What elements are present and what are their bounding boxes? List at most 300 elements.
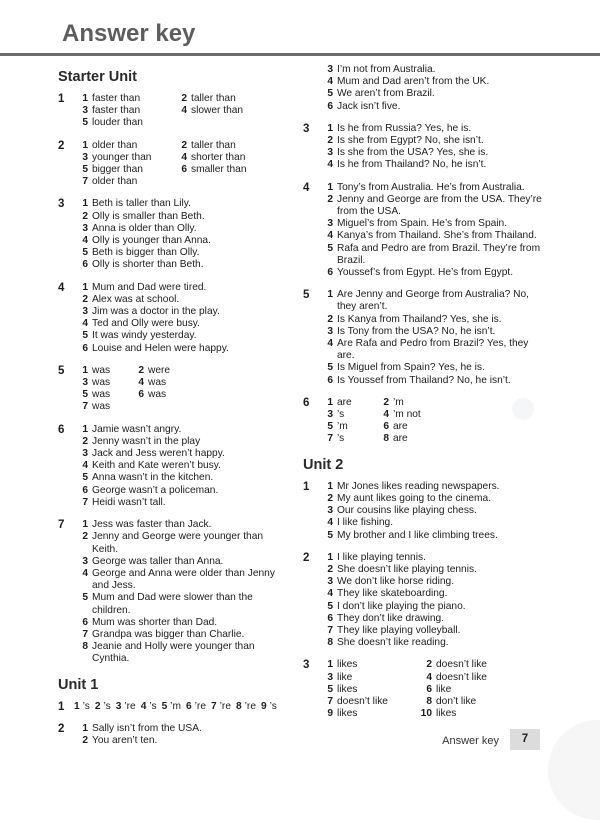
answer-item bbox=[319, 88, 543, 100]
answer-number: 4 bbox=[426, 671, 432, 683]
answer-number: 4 bbox=[82, 460, 88, 472]
answer-text: Olly is younger than Anna. bbox=[92, 235, 211, 247]
answer-item bbox=[319, 218, 543, 230]
answer-number: 6 bbox=[82, 484, 88, 496]
answer-number: 3 bbox=[82, 151, 88, 163]
exercise bbox=[303, 552, 543, 650]
answer-text: My brother and I like climbing trees. bbox=[337, 529, 498, 541]
answer-item bbox=[319, 230, 543, 242]
answer-number: 3 bbox=[82, 105, 88, 117]
answer-item bbox=[319, 101, 543, 113]
answer-text: ’m bbox=[393, 396, 404, 408]
answer-number: 5 bbox=[327, 421, 333, 433]
answer-text: Mr Jones likes reading newspapers. bbox=[337, 480, 500, 492]
answer-number: 4 bbox=[327, 517, 333, 529]
answer-text: Heidi wasn’t tall. bbox=[92, 496, 166, 508]
exercise bbox=[303, 289, 543, 387]
answer-item bbox=[319, 708, 412, 720]
answer-item bbox=[95, 701, 111, 713]
answer-number: 4 bbox=[82, 235, 88, 247]
exercise bbox=[303, 397, 543, 446]
answer-item bbox=[130, 365, 190, 377]
answer-number: 3 bbox=[327, 671, 333, 683]
answer-item bbox=[162, 701, 181, 713]
answer-text: likes bbox=[337, 659, 358, 671]
answer-number: 4 bbox=[327, 76, 333, 88]
answer-number: 7 bbox=[211, 700, 217, 712]
answer-number: 1 bbox=[82, 364, 88, 376]
answer-text: ’s bbox=[82, 700, 90, 712]
answer-grid bbox=[74, 93, 290, 130]
answer-number: 6 bbox=[186, 700, 192, 712]
answer-number: 8 bbox=[383, 433, 389, 445]
answer-text: ’s bbox=[269, 700, 277, 712]
answer-number: 2 bbox=[82, 435, 88, 447]
answer-text: It was windy yesterday. bbox=[92, 330, 197, 342]
answer-item bbox=[74, 164, 167, 176]
answer-text: doesn’t like bbox=[436, 671, 487, 683]
answer-number: 5 bbox=[327, 600, 333, 612]
answer-item bbox=[173, 152, 273, 164]
answer-number: 1 bbox=[82, 281, 88, 293]
answer-number: 4 bbox=[181, 105, 187, 117]
answer-number: 1 bbox=[327, 659, 333, 671]
answer-item bbox=[74, 247, 290, 259]
answer-item bbox=[319, 517, 543, 529]
answer-number: 7 bbox=[82, 628, 88, 640]
answer-number: 1 bbox=[74, 700, 80, 712]
answer-item bbox=[74, 365, 124, 377]
answer-item bbox=[74, 735, 290, 747]
answer-number: 1 bbox=[327, 551, 333, 563]
answer-text: Is Tony from the USA? No, he isn’t. bbox=[337, 325, 496, 337]
answer-item bbox=[319, 76, 543, 88]
exercise bbox=[303, 182, 543, 280]
exercise bbox=[58, 701, 290, 713]
answer-number: 1 bbox=[82, 198, 88, 210]
answer-text: George wasn’t a policeman. bbox=[92, 484, 219, 496]
answer-text: George was taller than Anna. bbox=[92, 555, 224, 567]
answer-number: 4 bbox=[327, 588, 333, 600]
answer-list bbox=[319, 289, 543, 387]
answer-item bbox=[319, 530, 543, 542]
answer-number: 6 bbox=[426, 683, 432, 695]
answer-item bbox=[74, 259, 290, 271]
answer-text: Youssef’s from Egypt. He’s from Egypt. bbox=[337, 267, 514, 279]
answer-text: are bbox=[393, 433, 408, 445]
answer-number: 2 bbox=[181, 139, 187, 151]
answer-item bbox=[418, 696, 518, 708]
exercise bbox=[58, 198, 290, 271]
answer-number: 6 bbox=[82, 259, 88, 271]
answer-item bbox=[74, 152, 167, 164]
answer-item bbox=[173, 164, 273, 176]
answer-number: 7 bbox=[327, 433, 333, 445]
answer-item bbox=[319, 505, 543, 517]
answer-number: 2 bbox=[138, 364, 144, 376]
answer-item bbox=[74, 140, 167, 152]
answer-number: 3 bbox=[82, 377, 88, 389]
answer-number: 5 bbox=[327, 88, 333, 100]
answer-item bbox=[319, 289, 543, 313]
answer-item bbox=[74, 723, 290, 735]
answer-text: Alex was at school. bbox=[92, 293, 180, 305]
answer-list bbox=[74, 282, 290, 355]
answer-item bbox=[130, 377, 190, 389]
answer-number: 5 bbox=[82, 389, 88, 401]
answer-number: 9 bbox=[261, 700, 267, 712]
corner-decoration bbox=[548, 720, 600, 820]
answer-item bbox=[319, 326, 543, 338]
answer-text: Is she from the USA? Yes, she is. bbox=[337, 147, 489, 159]
answer-number: 3 bbox=[327, 409, 333, 421]
answer-text: Is he from Thailand? No, he isn’t. bbox=[337, 159, 487, 171]
answer-item bbox=[173, 105, 273, 117]
answer-number: 4 bbox=[181, 151, 187, 163]
answer-number: 3 bbox=[82, 555, 88, 567]
answer-number: 2 bbox=[82, 531, 88, 543]
answer-text: doesn’t like bbox=[436, 659, 487, 671]
answer-number: 3 bbox=[327, 576, 333, 588]
answer-text: Mum and Dad were slower than the children. bbox=[92, 592, 253, 616]
answer-item bbox=[74, 531, 290, 555]
answer-text: Jim was a doctor in the play. bbox=[92, 306, 220, 318]
answer-text: Jeanie and Holly were younger than Cynthia. bbox=[92, 641, 255, 665]
answer-number: 1 bbox=[327, 289, 333, 301]
answer-text: Jenny and George are from the USA. They’re from the USA. bbox=[337, 193, 542, 218]
answer-text: We don’t like horse riding. bbox=[337, 576, 455, 588]
answer-list bbox=[74, 723, 290, 747]
answer-item bbox=[74, 105, 167, 117]
answer-text: They like playing volleyball. bbox=[337, 624, 461, 636]
answer-text: Is he from Russia? Yes, he is. bbox=[337, 122, 472, 134]
answer-text: Mum and Dad aren’t from the UK. bbox=[337, 76, 490, 88]
answer-item bbox=[319, 564, 543, 576]
answer-item bbox=[319, 194, 543, 218]
answer-number: 1 bbox=[82, 519, 88, 531]
answer-number: 5 bbox=[82, 164, 88, 176]
answer-text: Our cousins like playing chess. bbox=[337, 505, 477, 517]
answer-number: 5 bbox=[82, 117, 88, 129]
answer-item bbox=[74, 389, 124, 401]
answer-number: 7 bbox=[327, 624, 333, 636]
answer-item bbox=[319, 552, 543, 564]
answer-number: 1 bbox=[82, 423, 88, 435]
answer-text: ’m bbox=[170, 700, 181, 712]
answer-text: ’m not bbox=[393, 409, 421, 421]
answer-number: 8 bbox=[82, 641, 88, 653]
exercise bbox=[303, 123, 543, 172]
answer-item bbox=[186, 701, 206, 713]
answer-item bbox=[74, 235, 290, 247]
answer-item bbox=[319, 433, 369, 445]
answer-item bbox=[74, 294, 290, 306]
unit-heading: Unit 2 bbox=[303, 456, 344, 473]
answer-number: 1 bbox=[327, 181, 333, 193]
answer-text: likes bbox=[436, 708, 457, 720]
exercise bbox=[303, 659, 543, 720]
answer-grid bbox=[74, 365, 290, 414]
answer-item bbox=[74, 401, 124, 413]
answer-number: 4 bbox=[383, 409, 389, 421]
answer-item bbox=[319, 338, 543, 362]
answer-item bbox=[319, 64, 543, 76]
answer-number: 3 bbox=[327, 505, 333, 517]
answer-list bbox=[319, 182, 543, 280]
answer-item bbox=[319, 659, 412, 671]
answer-text: Jess was faster than Jack. bbox=[92, 519, 212, 531]
answer-list bbox=[74, 198, 290, 271]
answer-item bbox=[74, 377, 124, 389]
answer-text: louder than bbox=[92, 117, 143, 129]
answer-item bbox=[319, 375, 543, 387]
answer-number: 6 bbox=[327, 374, 333, 386]
answer-number: 4 bbox=[138, 377, 144, 389]
answer-number: 4 bbox=[82, 567, 88, 579]
exercise-number: 2 bbox=[58, 722, 65, 735]
exercise-number: 4 bbox=[58, 281, 65, 294]
answer-text: shorter than bbox=[191, 151, 246, 163]
exercise-number: 4 bbox=[303, 181, 310, 194]
answer-item bbox=[74, 318, 290, 330]
answer-number: 3 bbox=[82, 306, 88, 318]
answer-text: They like skateboarding. bbox=[337, 588, 448, 600]
answer-text: like bbox=[436, 683, 452, 695]
answer-text: I like fishing. bbox=[337, 517, 394, 529]
answer-text: like bbox=[337, 671, 353, 683]
answer-number: 4 bbox=[82, 318, 88, 330]
answer-number: 2 bbox=[383, 396, 389, 408]
answer-item bbox=[319, 613, 543, 625]
answer-number: 10 bbox=[420, 708, 432, 720]
exercise bbox=[58, 424, 290, 509]
answer-item bbox=[74, 592, 290, 616]
answer-text: likes bbox=[337, 708, 358, 720]
answer-number: 6 bbox=[138, 389, 144, 401]
answer-item bbox=[319, 576, 543, 588]
answer-text: was bbox=[92, 364, 111, 376]
answer-number: 2 bbox=[327, 193, 333, 205]
answer-number: 5 bbox=[82, 247, 88, 259]
answer-item bbox=[74, 93, 167, 105]
exercise bbox=[58, 723, 290, 747]
answer-item bbox=[74, 641, 290, 665]
answer-number: 8 bbox=[426, 695, 432, 707]
answer-list bbox=[319, 64, 543, 113]
answer-text: Anna is older than Olly. bbox=[92, 222, 197, 234]
answer-number: 6 bbox=[327, 612, 333, 624]
answer-text: I’m not from Australia. bbox=[337, 64, 436, 75]
answer-number: 1 bbox=[327, 396, 333, 408]
unit-heading: Starter Unit bbox=[58, 69, 137, 85]
answer-text: ’s bbox=[149, 700, 157, 712]
answer-text: Olly is shorter than Beth. bbox=[92, 259, 204, 271]
answer-text: I like playing tennis. bbox=[337, 551, 426, 563]
answer-text: likes bbox=[337, 683, 358, 695]
answer-item bbox=[319, 421, 369, 433]
answer-text: Jamie wasn’t angry. bbox=[92, 423, 182, 435]
answer-text: faster than bbox=[92, 93, 141, 104]
answer-item bbox=[319, 397, 369, 409]
answer-text: ’m bbox=[337, 421, 348, 433]
answer-text: ’re bbox=[124, 700, 136, 712]
answer-item bbox=[74, 485, 290, 497]
answer-text: She doesn’t like playing tennis. bbox=[337, 563, 477, 575]
answer-item bbox=[74, 460, 290, 472]
answer-number: 2 bbox=[82, 293, 88, 305]
answer-item bbox=[319, 493, 543, 505]
answer-item bbox=[74, 472, 290, 484]
answer-text: Tony’s from Australia. He’s from Australia. bbox=[337, 181, 525, 193]
exercise-number: 3 bbox=[303, 659, 310, 672]
answer-text: We aren’t from Brazil. bbox=[337, 88, 435, 100]
answer-number: 5 bbox=[327, 242, 333, 254]
answer-text: Grandpa was bigger than Charlie. bbox=[92, 628, 245, 640]
answer-item bbox=[375, 409, 435, 421]
answer-number: 2 bbox=[181, 93, 187, 104]
answer-number: 6 bbox=[82, 342, 88, 354]
answer-number: 6 bbox=[383, 421, 389, 433]
exercise-number: 2 bbox=[303, 551, 310, 564]
exercise-number: 3 bbox=[58, 198, 65, 211]
answer-item bbox=[375, 433, 435, 445]
exercise-number: 7 bbox=[58, 519, 65, 532]
answer-text: ’s bbox=[337, 433, 345, 445]
answer-item bbox=[319, 314, 543, 326]
answer-number: 7 bbox=[327, 695, 333, 707]
answer-item bbox=[418, 684, 518, 696]
answer-text: She doesn’t like reading. bbox=[337, 637, 449, 649]
answer-text: Keith and Kate weren’t busy. bbox=[92, 460, 221, 472]
answer-number: 8 bbox=[236, 700, 242, 712]
answer-text: My aunt likes going to the cinema. bbox=[337, 492, 492, 504]
answer-item bbox=[319, 243, 543, 267]
answer-item bbox=[319, 409, 369, 421]
answer-item bbox=[74, 497, 290, 509]
exercise-number: 1 bbox=[58, 700, 65, 713]
answer-number: 5 bbox=[82, 592, 88, 604]
answer-item bbox=[173, 93, 273, 105]
unit-heading: Unit 1 bbox=[58, 676, 99, 693]
exercise bbox=[58, 519, 290, 665]
answer-number: 7 bbox=[82, 496, 88, 508]
page-title: Answer key bbox=[62, 20, 196, 47]
answer-number: 2 bbox=[426, 659, 432, 671]
answer-text: ’s bbox=[337, 409, 345, 421]
answer-number: 2 bbox=[327, 313, 333, 325]
answer-text: Sally isn’t from the USA. bbox=[92, 722, 202, 734]
answer-number: 2 bbox=[82, 734, 88, 746]
answer-item bbox=[375, 421, 435, 433]
answer-item bbox=[211, 701, 231, 713]
answer-text: older than bbox=[92, 176, 138, 188]
answer-number: 6 bbox=[327, 267, 333, 279]
answer-item bbox=[74, 223, 290, 235]
answer-number: 2 bbox=[327, 563, 333, 575]
answer-text: don’t like bbox=[436, 695, 477, 707]
answer-number: 2 bbox=[82, 210, 88, 222]
exercise-number: 6 bbox=[58, 423, 65, 436]
answer-item bbox=[375, 397, 435, 409]
answer-text: smaller than bbox=[191, 164, 247, 176]
page-number: 7 bbox=[510, 729, 540, 750]
answer-number: 5 bbox=[327, 362, 333, 374]
answer-text: taller than bbox=[191, 139, 236, 151]
answer-number: 5 bbox=[82, 472, 88, 484]
exercise-number: 6 bbox=[303, 396, 310, 409]
answer-number: 6 bbox=[327, 100, 333, 112]
answer-item bbox=[74, 343, 290, 355]
answer-text: was bbox=[148, 389, 167, 401]
answer-list bbox=[74, 519, 290, 665]
answer-text: Are Jenny and George from Australia? No, they aren’t. bbox=[337, 289, 529, 313]
answer-item bbox=[130, 389, 190, 401]
answer-inline-row bbox=[74, 701, 290, 713]
answer-text: slower than bbox=[191, 105, 244, 117]
answer-text: was bbox=[92, 377, 111, 389]
answer-item bbox=[319, 672, 412, 684]
answer-list bbox=[319, 123, 543, 172]
answer-item bbox=[418, 672, 518, 684]
answer-text: Is Miguel from Spain? Yes, he is. bbox=[337, 362, 485, 374]
answer-text: were bbox=[148, 364, 171, 376]
exercise bbox=[303, 64, 543, 113]
answer-number: 4 bbox=[327, 338, 333, 350]
answer-text: are bbox=[337, 396, 352, 408]
answer-text: George and Anna were older than Jenny and Jess. bbox=[92, 567, 275, 592]
answer-number: 3 bbox=[327, 325, 333, 337]
answer-item bbox=[261, 701, 277, 713]
answer-item bbox=[319, 481, 543, 493]
answer-text: Miguel’s from Spain. He’s from Spain. bbox=[337, 218, 508, 230]
exercise-number: 5 bbox=[303, 289, 310, 302]
answer-item bbox=[74, 519, 290, 531]
answer-item bbox=[74, 448, 290, 460]
answer-grid bbox=[319, 397, 543, 446]
answer-item bbox=[319, 588, 543, 600]
answer-text: Jack isn’t five. bbox=[337, 100, 401, 112]
answer-item bbox=[74, 176, 167, 188]
answer-grid bbox=[74, 140, 290, 189]
answer-number: 1 bbox=[82, 722, 88, 734]
answer-text: Is Youssef from Thailand? No, he isn’t. bbox=[337, 374, 511, 386]
answer-text: faster than bbox=[92, 105, 141, 117]
answer-item bbox=[74, 282, 290, 294]
answer-text: Jack and Jess weren’t happy. bbox=[92, 448, 225, 460]
answer-item bbox=[418, 659, 518, 671]
answer-item bbox=[236, 701, 256, 713]
answer-grid bbox=[319, 659, 543, 720]
answer-text: was bbox=[148, 377, 167, 389]
answer-text: Beth is taller than Lily. bbox=[92, 198, 191, 210]
answer-item bbox=[74, 556, 290, 568]
answer-item bbox=[74, 306, 290, 318]
answer-item bbox=[141, 701, 157, 713]
exercise bbox=[58, 140, 290, 189]
answer-text: Is she from Egypt? No, she isn’t. bbox=[337, 135, 484, 147]
exercise-number: 1 bbox=[58, 93, 65, 105]
answer-list bbox=[319, 481, 543, 542]
answer-text: taller than bbox=[191, 93, 236, 104]
answer-text: ’s bbox=[103, 700, 111, 712]
answer-item bbox=[74, 568, 290, 592]
answer-item bbox=[74, 211, 290, 223]
title-rule bbox=[0, 53, 600, 56]
answer-text: Mum was shorter than Dad. bbox=[92, 616, 218, 628]
answer-text: Beth is bigger than Olly. bbox=[92, 247, 200, 259]
answer-number: 3 bbox=[82, 222, 88, 234]
answer-number: 1 bbox=[327, 480, 333, 492]
